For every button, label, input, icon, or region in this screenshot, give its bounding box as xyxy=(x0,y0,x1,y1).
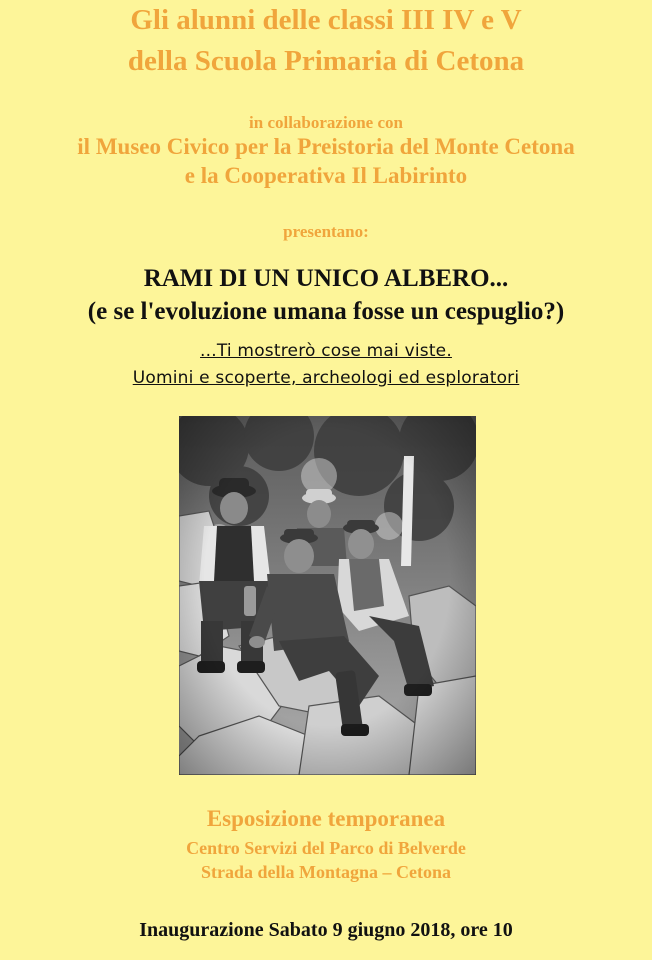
event-subtitle: (e se l'evoluzione umana fosse un cespuglio?) xyxy=(87,298,565,325)
collaboration-cooperative: e la Cooperativa Il Labirinto xyxy=(184,163,468,188)
tagline-1: ...Ti mostrerò cose mai viste. xyxy=(200,341,452,361)
event-title: RAMI DI UN UNICO ALBERO... xyxy=(143,265,509,292)
exhibition-label: Esposizione temporanea xyxy=(206,806,446,831)
venue-line-1: Centro Servizi del Parco di Belverde xyxy=(186,838,466,858)
tagline-2: Uomini e scoperte, archeologi ed esploratori xyxy=(132,368,520,388)
venue-line-2: Strada della Montagna – Cetona xyxy=(200,862,451,882)
header-line-2: della Scuola Primaria di Cetona xyxy=(127,45,525,77)
header-line-1: Gli alunni delle classi III IV e V xyxy=(130,4,522,36)
collaboration-museum: il Museo Civico per la Preistoria del Monte Cetona xyxy=(77,134,575,159)
presentano-label: presentano: xyxy=(283,222,369,241)
inauguration-date: Inaugurazione Sabato 9 giugno 2018, ore 10 xyxy=(139,919,513,941)
collaboration-intro: in collaborazione con xyxy=(249,113,403,132)
historic-photo xyxy=(179,416,476,775)
